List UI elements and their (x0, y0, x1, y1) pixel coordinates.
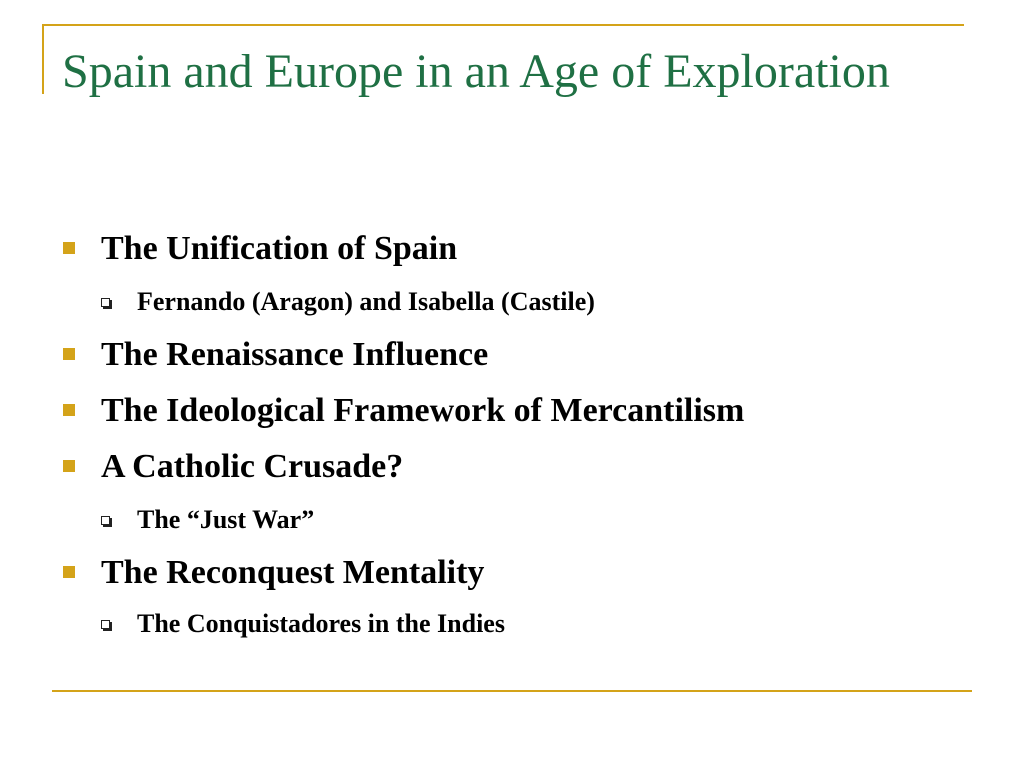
square-bullet-icon (63, 404, 75, 416)
bullet-text: The Renaissance Influence (101, 336, 489, 373)
hollow-square-bullet-icon (101, 516, 110, 525)
sub-bullet-text: Fernando (Aragon) and Isabella (Castile) (137, 287, 595, 316)
bullet-item (63, 335, 488, 375)
bullet-text: The Unification of Spain (101, 230, 458, 267)
square-bullet-icon (63, 460, 75, 472)
bullet-item (63, 391, 744, 431)
sub-bullet-item (101, 608, 505, 640)
square-bullet-icon (63, 566, 75, 578)
bullet-item (63, 229, 457, 269)
square-bullet-icon (63, 242, 75, 254)
sub-bullet-item (101, 504, 314, 536)
square-bullet-icon (63, 348, 75, 360)
bullet-item (63, 447, 403, 487)
sub-bullet-text: The Conquistadores in the Indies (137, 609, 505, 638)
hollow-square-bullet-icon (101, 298, 110, 307)
bullet-text: A Catholic Crusade? (101, 448, 404, 485)
hollow-square-bullet-icon (101, 620, 110, 629)
bullet-text: The Ideological Framework of Mercantilism (101, 392, 745, 429)
slide-title: Spain and Europe in an Age of Exploration (62, 45, 890, 98)
sub-bullet-text: The “Just War” (137, 505, 315, 534)
bullet-item (63, 553, 484, 593)
sub-bullet-item (101, 286, 595, 318)
bottom-accent-rule (52, 690, 972, 692)
bullet-text: The Reconquest Mentality (101, 554, 485, 591)
